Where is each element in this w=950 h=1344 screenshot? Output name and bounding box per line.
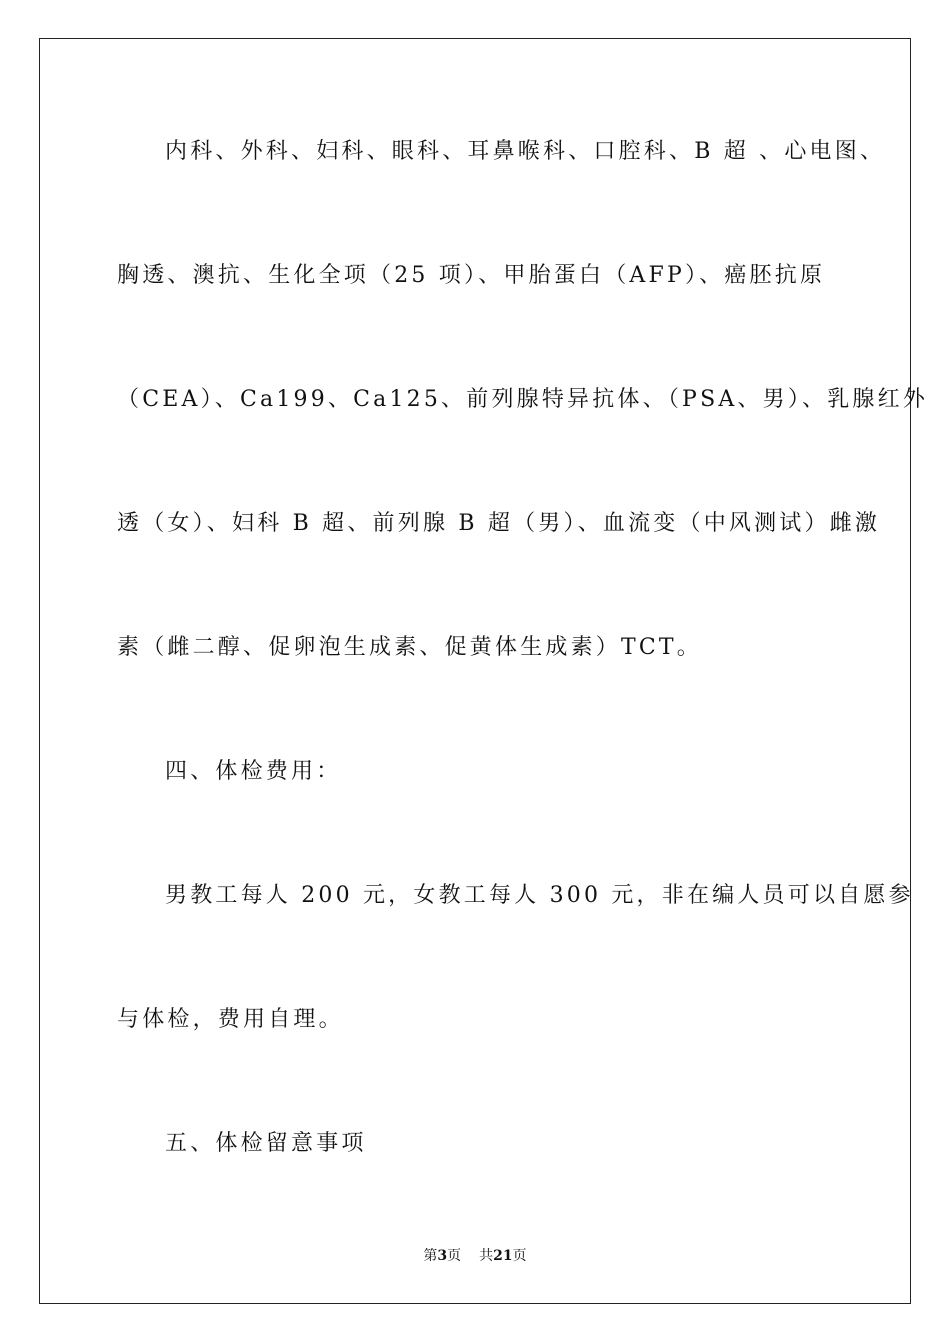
footer-page-number: 3 — [437, 1248, 448, 1264]
page-footer — [0, 1247, 950, 1265]
body-line-4: 透（女）、妇科 B 超、前列腺 B 超（男）、血流变（中风测试）雌激 — [117, 511, 881, 536]
body-line-3: （CEA）、Ca199、Ca125、前列腺特异抗体、（PSA、男）、乳腺红外 — [117, 387, 929, 412]
body-line-fees-1: 男教工每人 200 元，女教工每人 300 元，非在编人员可以自愿参 — [165, 883, 914, 908]
body-line-2: 胸透、澳抗、生化全项（25 项）、甲胎蛋白（AFP）、癌胚抗原 — [117, 263, 826, 288]
footer-page-prefix: 第 — [423, 1248, 438, 1264]
body-line-1: 内科、外科、妇科、眼科、耳鼻喉科、口腔科、B 超 、心电图、 — [165, 139, 886, 164]
footer-total-pages: 21 — [493, 1248, 513, 1264]
footer-total-prefix: 共 — [479, 1248, 494, 1264]
body-line-fees-2: 与体检，费用自理。 — [117, 1007, 344, 1032]
body-line-5: 素（雌二醇、促卵泡生成素、促黄体生成素）TCT。 — [117, 635, 702, 660]
section-heading-fees: 四、体检费用： — [165, 759, 342, 784]
footer-page-suffix: 页 — [447, 1248, 462, 1264]
section-heading-notes: 五、体检留意事项 — [165, 1131, 367, 1156]
page-border — [39, 38, 911, 1304]
footer-total-suffix: 页 — [512, 1248, 527, 1264]
